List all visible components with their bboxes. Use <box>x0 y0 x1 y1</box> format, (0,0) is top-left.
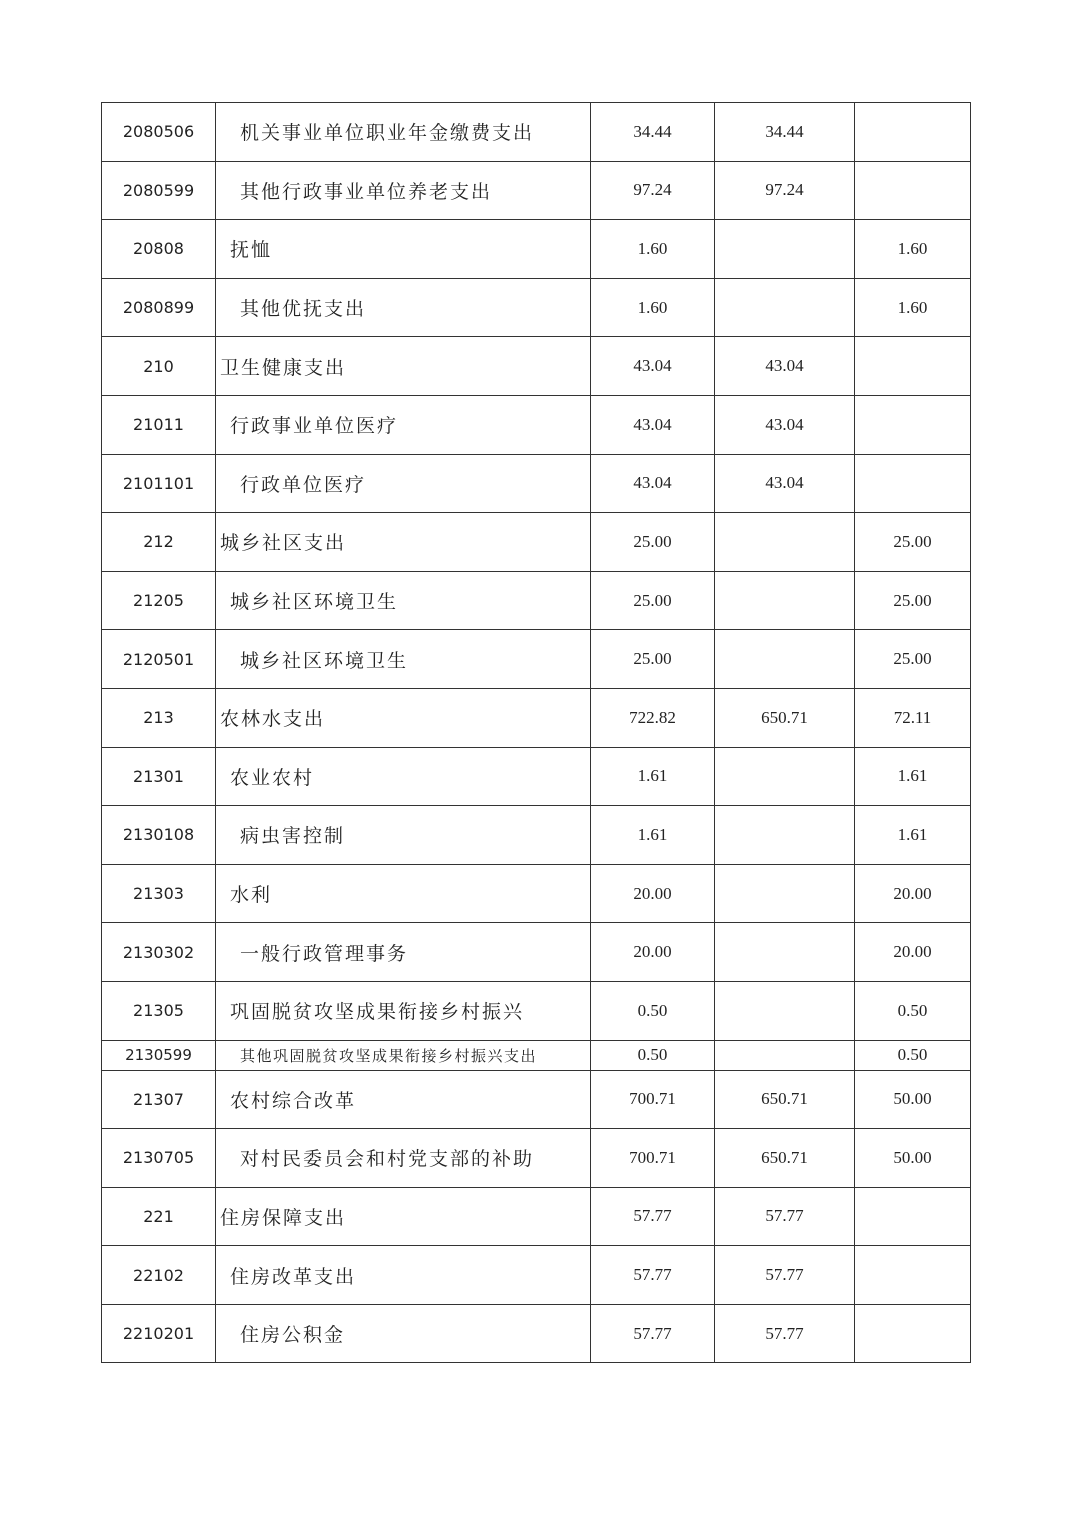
project-expenditure-cell: 20.00 <box>855 923 971 982</box>
subject-code-cell: 210 <box>102 337 216 396</box>
table-row <box>102 337 971 396</box>
project-expenditure-cell: 20.00 <box>855 864 971 923</box>
subject-code-cell: 2130705 <box>102 1129 216 1188</box>
subject-name-cell: 住房改革支出 <box>216 1246 591 1305</box>
table-row <box>102 1246 971 1305</box>
basic-expenditure-cell: 57.77 <box>715 1246 855 1305</box>
subject-name-cell: 行政事业单位医疗 <box>216 395 591 454</box>
subject-code-cell: 20808 <box>102 220 216 279</box>
total-amount-cell: 57.77 <box>591 1246 715 1305</box>
subject-code-cell: 2120501 <box>102 630 216 689</box>
budget-table <box>101 102 971 1363</box>
subject-name-cell: 巩固脱贫攻坚成果衔接乡村振兴 <box>216 981 591 1040</box>
basic-expenditure-cell <box>715 220 855 279</box>
table-row <box>102 454 971 513</box>
basic-expenditure-cell <box>715 630 855 689</box>
table-row <box>102 923 971 982</box>
subject-name-cell: 机关事业单位职业年金缴费支出 <box>216 103 591 162</box>
subject-code-cell: 22102 <box>102 1246 216 1305</box>
subject-name-cell: 卫生健康支出 <box>216 337 591 396</box>
total-amount-cell: 20.00 <box>591 864 715 923</box>
total-amount-cell: 1.60 <box>591 220 715 279</box>
basic-expenditure-cell <box>715 278 855 337</box>
basic-expenditure-cell: 43.04 <box>715 337 855 396</box>
basic-expenditure-cell <box>715 864 855 923</box>
basic-expenditure-cell <box>715 981 855 1040</box>
basic-expenditure-cell <box>715 571 855 630</box>
basic-expenditure-cell: 34.44 <box>715 103 855 162</box>
basic-expenditure-cell: 43.04 <box>715 454 855 513</box>
project-expenditure-cell: 1.60 <box>855 278 971 337</box>
table-row <box>102 1040 971 1070</box>
basic-expenditure-cell <box>715 747 855 806</box>
table-row <box>102 1304 971 1363</box>
subject-code-cell: 2130599 <box>102 1040 216 1070</box>
total-amount-cell: 43.04 <box>591 337 715 396</box>
subject-name-cell: 城乡社区支出 <box>216 513 591 572</box>
subject-code-cell: 21205 <box>102 571 216 630</box>
project-expenditure-cell <box>855 1304 971 1363</box>
project-expenditure-cell <box>855 337 971 396</box>
subject-code-cell: 21011 <box>102 395 216 454</box>
table-row <box>102 747 971 806</box>
table-row <box>102 395 971 454</box>
table-row <box>102 630 971 689</box>
project-expenditure-cell <box>855 395 971 454</box>
total-amount-cell: 25.00 <box>591 571 715 630</box>
project-expenditure-cell <box>855 1187 971 1246</box>
project-expenditure-cell: 0.50 <box>855 1040 971 1070</box>
project-expenditure-cell <box>855 161 971 220</box>
total-amount-cell: 1.61 <box>591 747 715 806</box>
subject-code-cell: 2130108 <box>102 806 216 865</box>
subject-name-cell: 城乡社区环境卫生 <box>216 571 591 630</box>
table-body <box>102 103 971 1363</box>
table-row <box>102 806 971 865</box>
total-amount-cell: 43.04 <box>591 454 715 513</box>
subject-name-cell: 抚恤 <box>216 220 591 279</box>
subject-name-cell: 其他行政事业单位养老支出 <box>216 161 591 220</box>
total-amount-cell: 97.24 <box>591 161 715 220</box>
basic-expenditure-cell <box>715 806 855 865</box>
table-row <box>102 688 971 747</box>
subject-name-cell: 住房保障支出 <box>216 1187 591 1246</box>
project-expenditure-cell: 1.61 <box>855 806 971 865</box>
total-amount-cell: 20.00 <box>591 923 715 982</box>
table-row <box>102 220 971 279</box>
total-amount-cell: 57.77 <box>591 1304 715 1363</box>
table-row <box>102 103 971 162</box>
total-amount-cell: 57.77 <box>591 1187 715 1246</box>
subject-name-cell: 农林水支出 <box>216 688 591 747</box>
basic-expenditure-cell <box>715 513 855 572</box>
basic-expenditure-cell: 57.77 <box>715 1304 855 1363</box>
subject-name-cell: 一般行政管理事务 <box>216 923 591 982</box>
table-row <box>102 161 971 220</box>
subject-code-cell: 21301 <box>102 747 216 806</box>
total-amount-cell: 0.50 <box>591 981 715 1040</box>
subject-code-cell: 21305 <box>102 981 216 1040</box>
table-row <box>102 278 971 337</box>
basic-expenditure-cell: 57.77 <box>715 1187 855 1246</box>
total-amount-cell: 34.44 <box>591 103 715 162</box>
table-row <box>102 981 971 1040</box>
subject-code-cell: 212 <box>102 513 216 572</box>
subject-name-cell: 住房公积金 <box>216 1304 591 1363</box>
subject-code-cell: 2210201 <box>102 1304 216 1363</box>
basic-expenditure-cell <box>715 1040 855 1070</box>
total-amount-cell: 0.50 <box>591 1040 715 1070</box>
total-amount-cell: 25.00 <box>591 630 715 689</box>
total-amount-cell: 700.71 <box>591 1070 715 1129</box>
project-expenditure-cell: 72.11 <box>855 688 971 747</box>
subject-code-cell: 21307 <box>102 1070 216 1129</box>
project-expenditure-cell: 1.60 <box>855 220 971 279</box>
project-expenditure-cell <box>855 454 971 513</box>
subject-code-cell: 213 <box>102 688 216 747</box>
total-amount-cell: 25.00 <box>591 513 715 572</box>
project-expenditure-cell: 25.00 <box>855 513 971 572</box>
basic-expenditure-cell: 650.71 <box>715 1129 855 1188</box>
subject-name-cell: 城乡社区环境卫生 <box>216 630 591 689</box>
subject-code-cell: 21303 <box>102 864 216 923</box>
basic-expenditure-cell: 43.04 <box>715 395 855 454</box>
total-amount-cell: 722.82 <box>591 688 715 747</box>
subject-code-cell: 2080599 <box>102 161 216 220</box>
table-row <box>102 513 971 572</box>
project-expenditure-cell <box>855 1246 971 1305</box>
subject-name-cell: 农村综合改革 <box>216 1070 591 1129</box>
subject-code-cell: 2080899 <box>102 278 216 337</box>
basic-expenditure-cell: 650.71 <box>715 688 855 747</box>
project-expenditure-cell: 1.61 <box>855 747 971 806</box>
table-row <box>102 1070 971 1129</box>
basic-expenditure-cell <box>715 923 855 982</box>
subject-name-cell: 行政单位医疗 <box>216 454 591 513</box>
basic-expenditure-cell: 97.24 <box>715 161 855 220</box>
basic-expenditure-cell: 650.71 <box>715 1070 855 1129</box>
table-row <box>102 571 971 630</box>
project-expenditure-cell <box>855 103 971 162</box>
project-expenditure-cell: 0.50 <box>855 981 971 1040</box>
total-amount-cell: 43.04 <box>591 395 715 454</box>
subject-code-cell: 221 <box>102 1187 216 1246</box>
table-row <box>102 864 971 923</box>
project-expenditure-cell: 25.00 <box>855 630 971 689</box>
subject-code-cell: 2101101 <box>102 454 216 513</box>
table-row <box>102 1129 971 1188</box>
subject-code-cell: 2080506 <box>102 103 216 162</box>
project-expenditure-cell: 50.00 <box>855 1070 971 1129</box>
subject-name-cell: 其他巩固脱贫攻坚成果衔接乡村振兴支出 <box>216 1040 591 1070</box>
table-row <box>102 1187 971 1246</box>
subject-name-cell: 农业农村 <box>216 747 591 806</box>
subject-name-cell: 水利 <box>216 864 591 923</box>
total-amount-cell: 1.61 <box>591 806 715 865</box>
subject-name-cell: 其他优抚支出 <box>216 278 591 337</box>
total-amount-cell: 700.71 <box>591 1129 715 1188</box>
project-expenditure-cell: 50.00 <box>855 1129 971 1188</box>
subject-name-cell: 病虫害控制 <box>216 806 591 865</box>
subject-name-cell: 对村民委员会和村党支部的补助 <box>216 1129 591 1188</box>
total-amount-cell: 1.60 <box>591 278 715 337</box>
project-expenditure-cell: 25.00 <box>855 571 971 630</box>
subject-code-cell: 2130302 <box>102 923 216 982</box>
